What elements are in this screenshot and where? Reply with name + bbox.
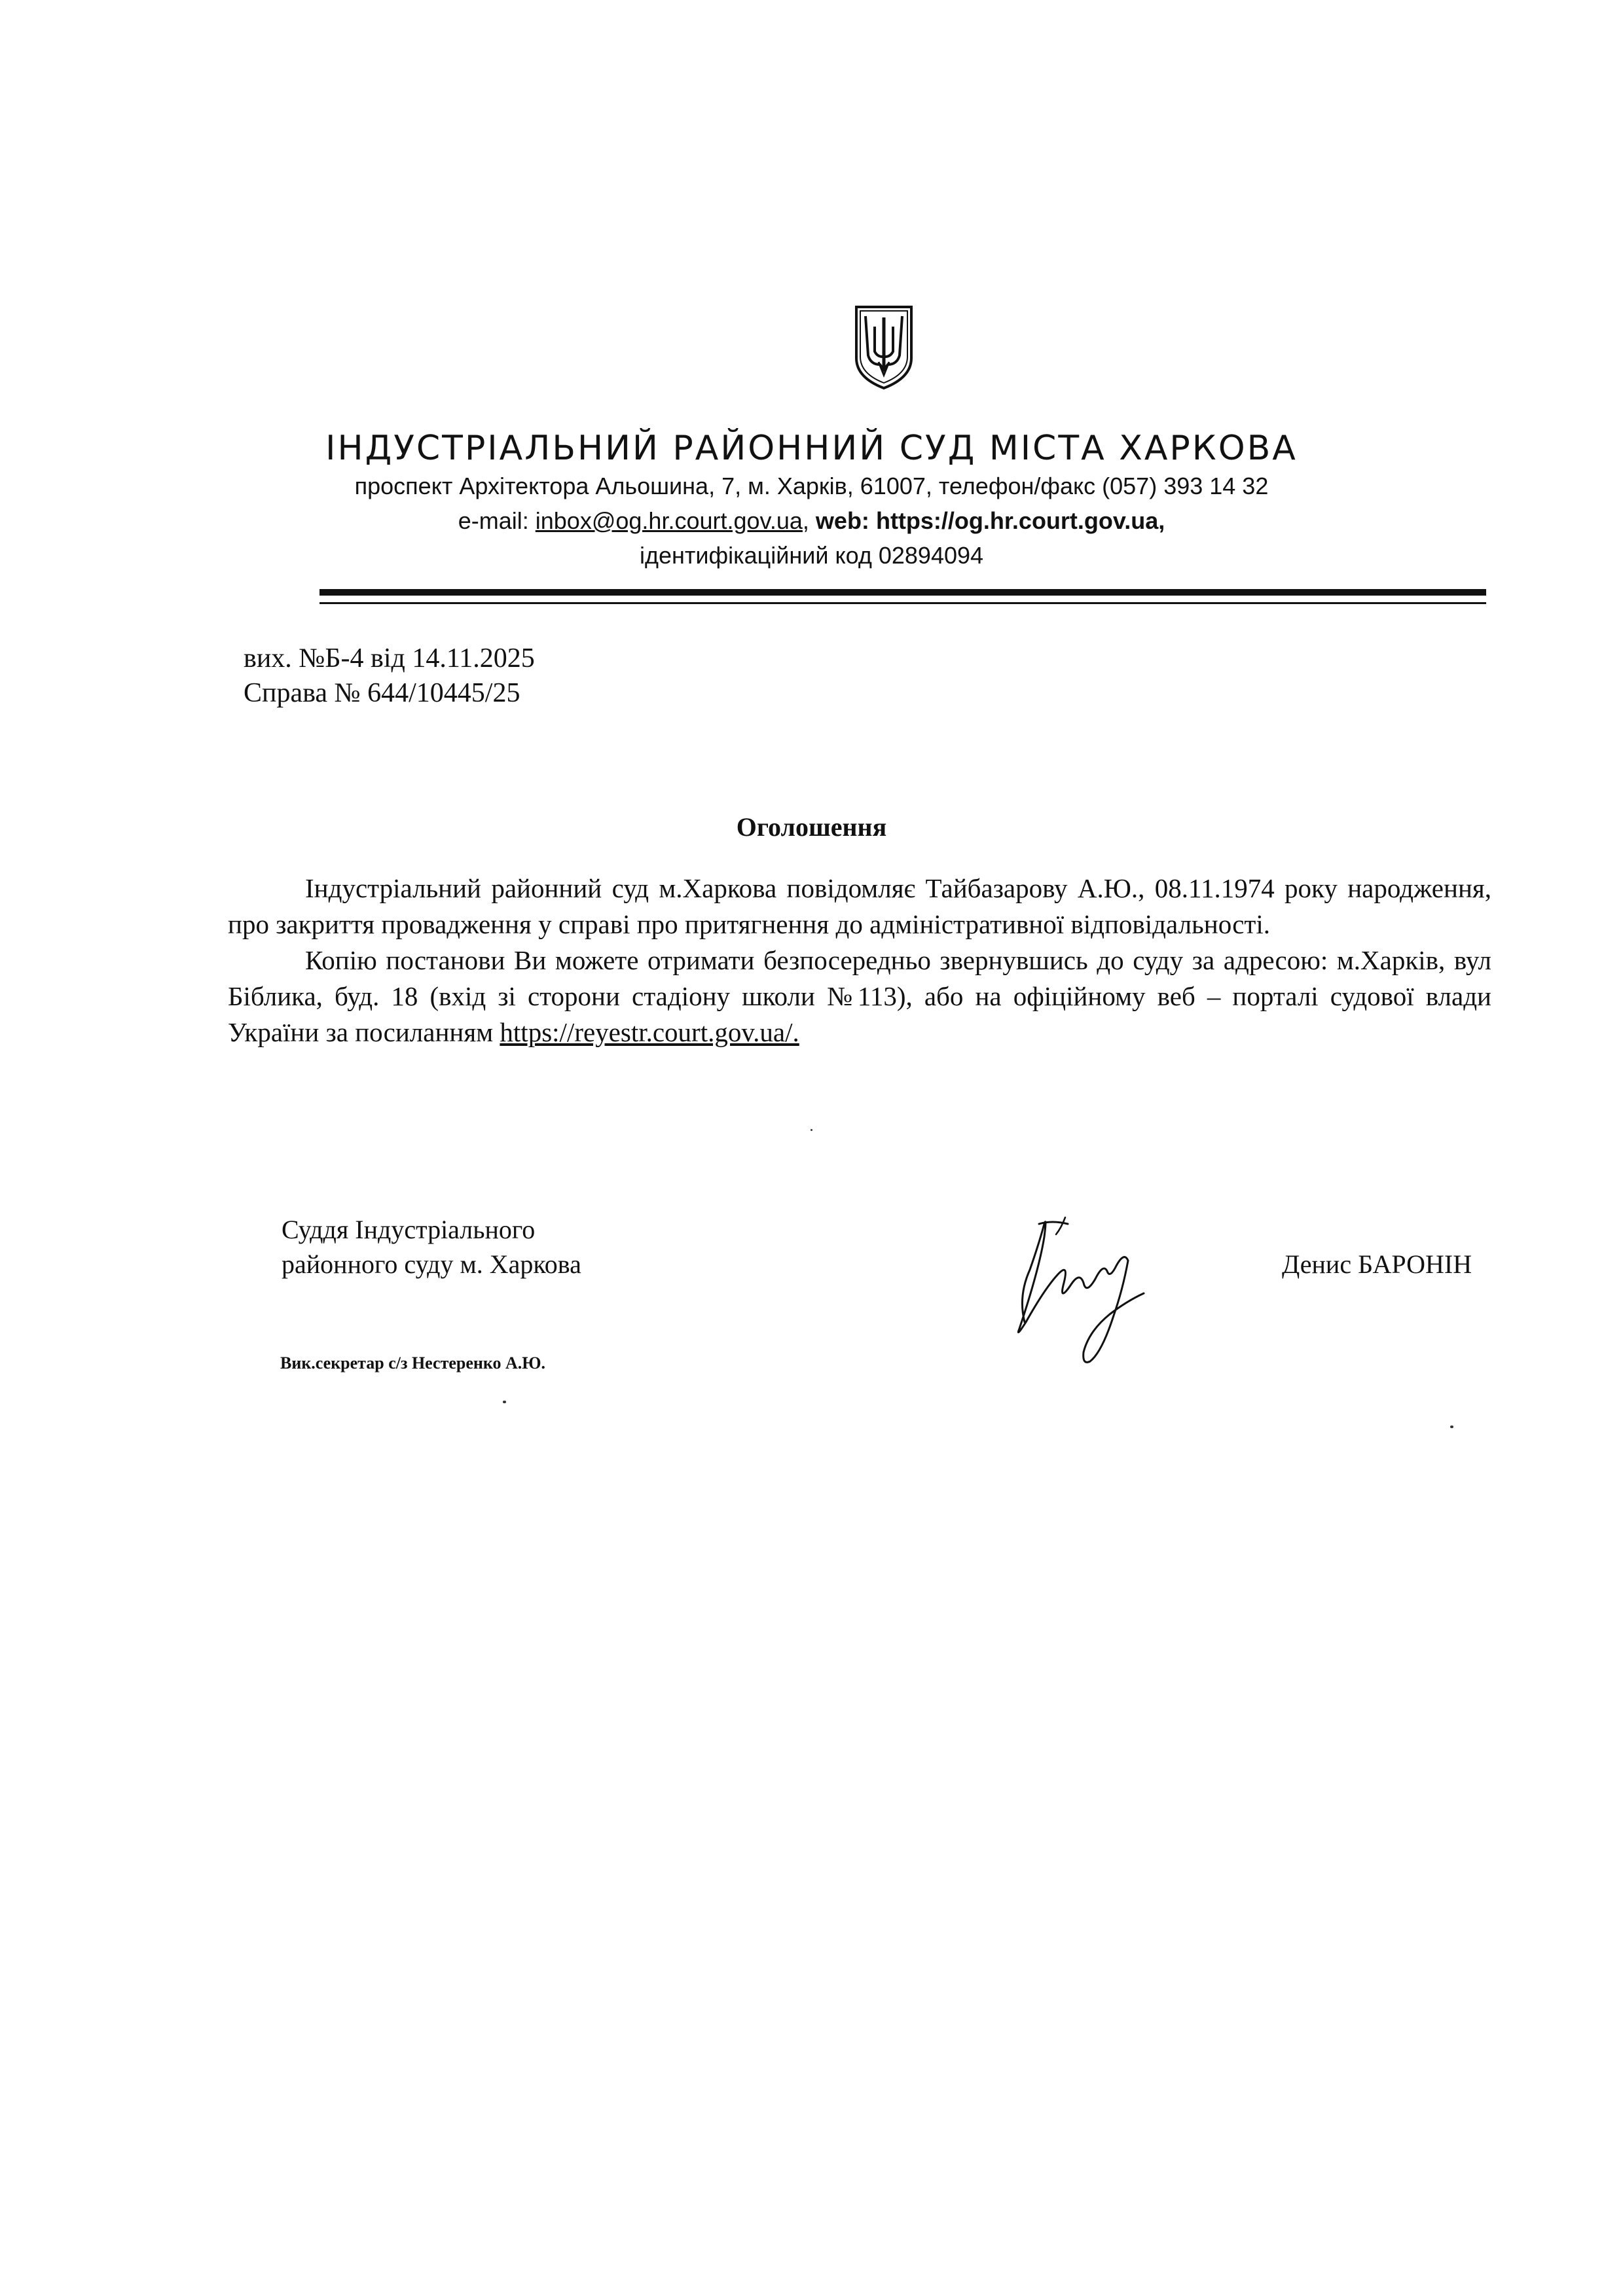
web-link[interactable]: https://og.hr.court.gov.ua,: [875, 507, 1165, 534]
scan-speck: [1450, 1426, 1453, 1428]
header-rule-thick: [319, 589, 1486, 596]
handwritten-signature: [979, 1198, 1156, 1374]
email-label: e-mail:: [458, 507, 529, 534]
web-label: web:: [815, 507, 869, 534]
email-link[interactable]: inbox@og.hr.court.gov.ua: [535, 507, 803, 534]
judge-title-line-2: районного суду м. Харкова: [282, 1249, 581, 1279]
notice-body: [228, 870, 1491, 1050]
judge-name: Денис БАРОНІН: [1282, 1249, 1472, 1279]
notice-paragraph-2-text: Копію постанови Ви можете отримати безпосередньо звернувшись до суду за адресою: м.Харків, вул Біблика, буд. 18 (вхід зі сторони стадіону школи №113), або на офіційному веб – порталі судової влади України за посиланням: [228, 945, 1491, 1047]
notice-title: Оголошення: [736, 812, 887, 842]
ukraine-trident-icon: [851, 304, 917, 391]
outgoing-number: вих. №Б-4 від 14.11.2025: [244, 643, 535, 673]
registry-link[interactable]: https://reyestr.court.gov.ua/.: [500, 1017, 799, 1047]
court-contacts: e-mail: inbox@og.hr.court.gov.ua, web: https://og.hr.court.gov.ua,: [458, 507, 1165, 534]
notice-paragraph-1: Індустріальний районний суд м.Харкова повідомляє Тайбазарову А.Ю., 08.11.1974 року народження, про закриття провадження у справі про притягнення до адміністративної відповідальності.: [228, 873, 1491, 939]
case-number: Справа № 644/10445/25: [244, 678, 520, 708]
judge-title-line-1: Суддя Індустріального: [282, 1215, 536, 1244]
id-code: ідентифікаційний код 02894094: [639, 542, 984, 569]
court-name: ІНДУСТРІАЛЬНИЙ РАЙОННИЙ СУД МІСТА ХАРКОВА: [325, 429, 1298, 468]
court-address: проспект Архітектора Альошина, 7, м. Харків, 61007, телефон/факс (057) 393 14 32: [354, 473, 1269, 499]
scan-speck: [503, 1401, 506, 1403]
header-rule-thin: [319, 602, 1486, 604]
executor-note: Вик.секретар с/з Нестеренко А.Ю.: [280, 1354, 546, 1372]
scan-speck: [811, 1129, 812, 1131]
notice-paragraph-2: [228, 942, 1491, 1050]
